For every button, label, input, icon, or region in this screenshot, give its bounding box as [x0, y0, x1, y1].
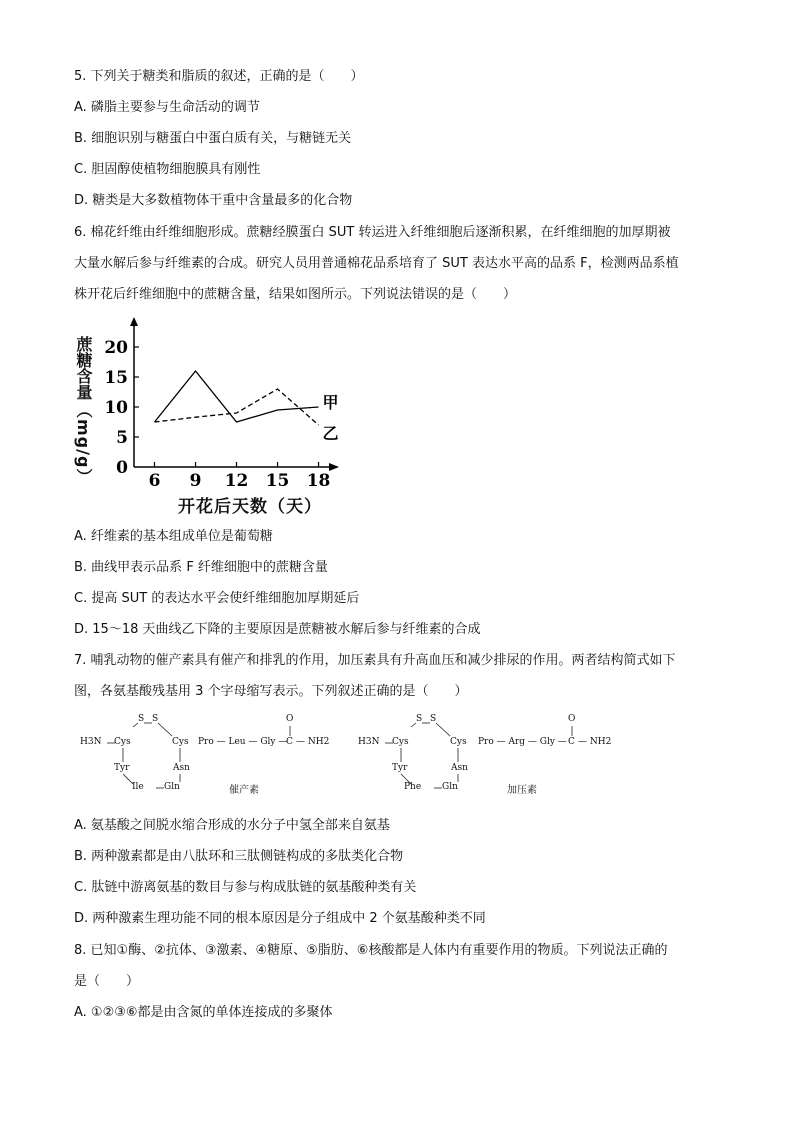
chart-x-tick-label: 6 [148, 471, 161, 491]
chart-x-tick-label: 12 [224, 471, 249, 491]
oxytocin-gln: Gln [164, 782, 180, 792]
sucrose-line-chart [70, 315, 360, 520]
oxytocin-tyr: Tyr [114, 763, 130, 773]
vasopressin-carbonyl-c: C [568, 737, 575, 747]
oxytocin-structure [80, 714, 350, 798]
vasopressin-phe: Phe [404, 782, 422, 792]
chart-y-axis-arrow [130, 317, 138, 326]
q5-option-b: B. 细胞识别与糖蛋白中蛋白质有关，与糖链无关 [74, 131, 352, 146]
q5-stem: 5. 下列关于糖类和脂质的叙述，正确的是（ ） [74, 69, 364, 84]
oxytocin-s2: S [152, 714, 159, 724]
q6-option-a: A. 纤维素的基本组成单位是葡萄糖 [74, 529, 273, 544]
chart-x-tick-label: 15 [265, 471, 290, 491]
vasopressin-tyr: Tyr [392, 763, 408, 773]
chart-y-tick-label: 20 [104, 338, 128, 358]
q7-option-d: D. 两种激素生理功能不同的根本原因是分子组成中 2 个氨基酸种类不同 [74, 911, 486, 926]
q5-option-c: C. 胆固醇使植物细胞膜具有刚性 [74, 162, 261, 177]
oxytocin-asn: Asn [173, 763, 190, 773]
oxytocin-carbonyl-o: O [286, 714, 294, 724]
q8-stem-line2: 是（ ） [74, 974, 140, 989]
vasopressin-carbonyl-o: O [568, 714, 576, 724]
chart-x-tick-label: 18 [306, 471, 331, 491]
oxytocin-caption: 催产素 [229, 785, 259, 796]
vasopressin-cys1: Cys [392, 737, 409, 747]
q7-stem-line2: 图，各氨基酸残基用 3 个字母缩写表示。下列叙述正确的是（ ） [74, 684, 468, 699]
vasopressin-nh2: — NH2 [578, 737, 612, 747]
chart-x-tick-label: 9 [189, 471, 202, 491]
oxytocin-amino-group: H3N [80, 737, 102, 747]
vasopressin-s2: S [430, 714, 437, 724]
q8-stem-line1: 8. 已知①酶、②抗体、③激素、④糖原、⑤脂肪、⑥核酸都是人体内有重要作用的物质。下列说法正确的 [74, 943, 668, 958]
chart-y-tick-label: 0 [116, 458, 128, 478]
vasopressin-cys2: Cys [450, 737, 467, 747]
q6-option-b: B. 曲线甲表示品系 F 纤维细胞中的蔗糖含量 [74, 560, 328, 575]
vasopressin-asn: Asn [451, 763, 468, 773]
q7-stem-line1: 7. 哺乳动物的催产素具有催产和排乳的作用，加压素具有升高血压和减少排尿的作用。两者结构简式如下 [74, 653, 676, 668]
vasopressin-s1: S [416, 714, 423, 724]
chart-series-jia-label: 甲 [322, 393, 339, 412]
oxytocin-chain: Pro — Leu — Gly — [198, 737, 288, 747]
chart-series-jia-line [155, 371, 319, 422]
q6-stem-line3: 株开花后纤维细胞中的蔗糖含量，结果如图所示。下列说法错误的是（ ） [74, 287, 517, 302]
oxytocin-cys1: Cys [114, 737, 131, 747]
chart-y-tick-label: 10 [104, 398, 128, 418]
q6-option-c: C. 提高 SUT 的表达水平会使纤维细胞加厚期延后 [74, 591, 360, 606]
q6-stem-line1: 6. 棉花纤维由纤维细胞形成。蔗糖经膜蛋白 SUT 转运进入纤维细胞后逐渐积累，在纤维细胞的加厚期被 [74, 225, 671, 240]
q7-option-c: C. 肽链中游离氨基的数目与参与构成肽链的氨基酸种类有关 [74, 880, 417, 895]
q7-option-b: B. 两种激素都是由八肽环和三肽侧链构成的多肽类化合物 [74, 849, 404, 864]
vasopressin-structure [358, 714, 628, 798]
chart-series-yi-line [155, 389, 319, 425]
q5-option-d: D. 糖类是大多数植物体干重中含量最多的化合物 [74, 193, 353, 208]
vasopressin-amino-group: H3N [358, 737, 380, 747]
chart-y-tick-label: 15 [104, 368, 128, 388]
oxytocin-ile: Ile [132, 782, 144, 792]
q8-option-a: A. ①②③⑥都是由含氮的单体连接成的多聚体 [74, 1005, 333, 1020]
chart-svg [70, 315, 360, 520]
chart-ylabel-main: 蔗糖含量 [74, 336, 93, 400]
chart-series-yi-label: 乙 [322, 424, 339, 443]
q6-option-d: D. 15～18 天曲线乙下降的主要原因是蔗糖被水解后参与纤维素的合成 [74, 622, 481, 637]
q6-stem-line2: 大量水解后参与纤维素的合成。研究人员用普通棉花品系培育了 SUT 表达水平高的品系 F，检测两品系植 [74, 256, 679, 271]
chart-x-axis-arrow [329, 463, 339, 471]
chart-y-tick-label: 5 [116, 428, 128, 448]
vasopressin-caption: 加压素 [507, 785, 537, 796]
vasopressin-chain: Pro — Arg — Gly — [478, 737, 567, 747]
q7-option-a: A. 氨基酸之间脱水缩合形成的水分子中氢全部来自氨基 [74, 818, 390, 833]
chart-ylabel-unit: （mg/g） [74, 402, 93, 486]
chart-xlabel: 开花后天数（天） [178, 497, 322, 517]
oxytocin-nh2: — NH2 [296, 737, 330, 747]
oxytocin-carbonyl-c: C [286, 737, 293, 747]
q5-option-a: A. 磷脂主要参与生命活动的调节 [74, 100, 260, 115]
oxytocin-s1: S [138, 714, 145, 724]
vasopressin-gln: Gln [442, 782, 458, 792]
oxytocin-cys2: Cys [172, 737, 189, 747]
